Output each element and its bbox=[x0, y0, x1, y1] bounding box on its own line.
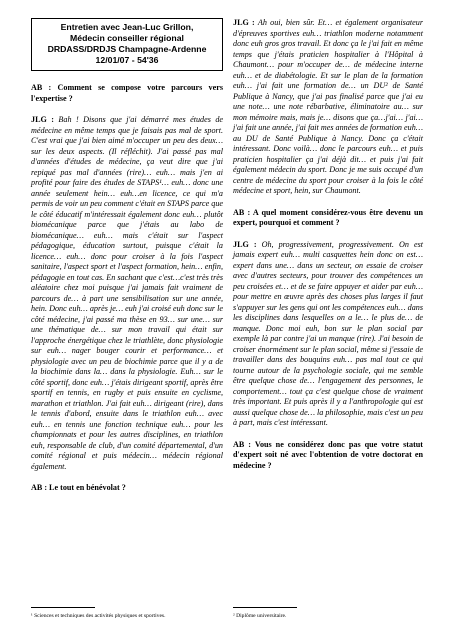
answer-1-speaker: JLG : bbox=[31, 115, 54, 124]
question-3: AB : A quel moment considérez-vous être devenu un expert, pourquoi et comment ? bbox=[233, 207, 423, 227]
title-line-1: Entretien avec Jean-Luc Grillon, bbox=[60, 22, 194, 32]
answer-3-speaker: JLG : bbox=[233, 239, 257, 249]
footnote-divider-right bbox=[233, 607, 297, 608]
title-line-3: DRDASS/DRDJS Champagne-Ardenne bbox=[47, 44, 207, 54]
footnote-right: ² Diplôme universitaire. bbox=[233, 613, 287, 619]
answer-1-text: Bah ! Disons que j'ai démarré mes études de médecine en même temps que je faisais pas mal de sport. C'est vrai que j'ai bien aimé m'occuper un peu des deux…sur les deux aspects. (Il réfléchit). J'ai passé pas mal d'années d'études de médecine, ça veut dire que j'ai repiqué pas mal d'années (rire)… euh… mais j'en ai profité pour faire des études de STAPS¹… euh… donc une année seulement hein… euh…en licence, ce qui m'a permis de voir un peu comment c'était en STAPS parce que le côté éducatif m'intéressait également donc euh… plutôt biomécanique parce que j'étais au labo de biomécanique… euh… mais c'était sur l'aspect pédagogique, éducation surtout, puisque c'était la licence… euh… donc pour croiser à la fois l'aspect sanitaire, l'aspect sport et l'aspect formation, hein… enfin, pédagogie en tout cas. En sachant que c'est…c'est très très aléatoire chez moi puisque j'ai jamais fait vraiment de parcours de… à part une sensibilisation sur une année, hein. Donc euh… après je… euh j'ai croisé euh donc sur le côté médecine, j'ai passé ma thèse en 93… sur une… sur une thématique de… sur mon travail qui était sur l'approche énergétique chez le triathlète, donc physiologie sur euh… nager bouger courir et performance… et physiologie avec un peu de biochimie parce que il y a de la biochimie dans la… dans la physiologie. Euh… sur le côté sportif, donc euh… j'étais dirigeant sportif, après être sportif en tennis, en rugby et puis ensuite en cyclisme, marathon et triathlon. J'ai fait euh… dirigeant (rire), dans le tennis d'abord, ensuite dans le triathlon euh… avec euh… en tennis une fonction technique euh… pour les championnats et pour les autres disciplines, en triathlon euh, responsable de club, d'un comité départemental, d'un comité régional et puis médecin… médecin régional également. bbox=[31, 115, 223, 471]
answer-3-text: Oh, progressivement, progressivement. On est jamais expert euh… multi casquettes hein donc on est… expert dans une… dans un secteur, on essaie de croiser avec d'autres secteurs, pour trouver des compétences un peu croisées et… et de se faire appuyer et aider par euh… pour mettre en œuvre après des choses plus larges il faut s'appuyer sur les gens qui ont les compétences euh… dans les disciplines dans lesquelles on a le… le plus de… de manque. Donc moi euh, bon sur le plan social par exemple là par contre j'ai un manque (rire). J'ai besoin de croiser énormément sur le plan social, même si j'essaie de travailler dans des bouquins euh… pas mal tout ce qui tourne autour de la psychologie sociale, qui me semble être quelque chose de… l'engagement des personnes, le comportement… tout ça c'est quelque chose de vraiment très important. Et puis après il y a l'anthropologie qui est aussi quelque chose de… la philosophie, mais c'est un peu à part, mais c'est intéressant. bbox=[233, 239, 423, 427]
question-1: AB : Comment se compose votre parcours vers l'expertise ? bbox=[31, 83, 223, 103]
answer-1 bbox=[31, 115, 223, 472]
answer-2-speaker: JLG : bbox=[233, 18, 255, 27]
question-4: AB : Vous ne considérez donc pas que votre statut d'expert soit né avec l'obtention de votre doctorat en médecine ? bbox=[233, 439, 423, 470]
title-line-4: 12/01/07 - 54'36 bbox=[95, 55, 159, 65]
question-2: AB : Le tout en bénévolat ? bbox=[31, 483, 126, 492]
footnote-divider-left bbox=[31, 607, 95, 608]
right-column bbox=[233, 18, 423, 482]
footnote-left: ¹ Sciences et techniques des activités physiques et sportives. bbox=[31, 613, 166, 619]
answer-2 bbox=[233, 18, 423, 197]
interview-title-box bbox=[31, 18, 223, 71]
left-column bbox=[31, 18, 223, 505]
answer-2-text: Ah oui, bien sûr. Et… et également organisateur d'épreuves sportives euh… triathlon moderne notamment donc euh gros gros travail. Et donc ça le j'ai fait en même temps que j'étais praticien hospitalier à l'Hôpital à Chaumont… pour m'occuper de… de médecine interne euh… et de diabétologie. Et sur le plan de la formation euh… j'ai fait une formation de… un DU² de Santé Publique à Nancy, que j'ai pas finalisé parce que j'ai eu une note… une note rébarbative, éliminatoire au… sur mon mémoire mais, mais je… disons que ça…j'ai… j'ai… j'ai fait une année, j'ai fait mes années de formation euh… au DU de Santé Publique à Nancy. Donc ça c'était intéressant. Donc voilà… donc le parcours euh… et puis praticien hospitalier ça j'ai déjà dit… et puis j'ai fait également médecin du sport. Donc je me suis occupé d'un centre de médecine du sport pour croiser à la fois le côté médecine et sport, hein, sur Chaumont. bbox=[233, 18, 423, 195]
answer-3 bbox=[233, 240, 423, 429]
title-line-2: Médecin conseiller régional bbox=[70, 33, 184, 43]
